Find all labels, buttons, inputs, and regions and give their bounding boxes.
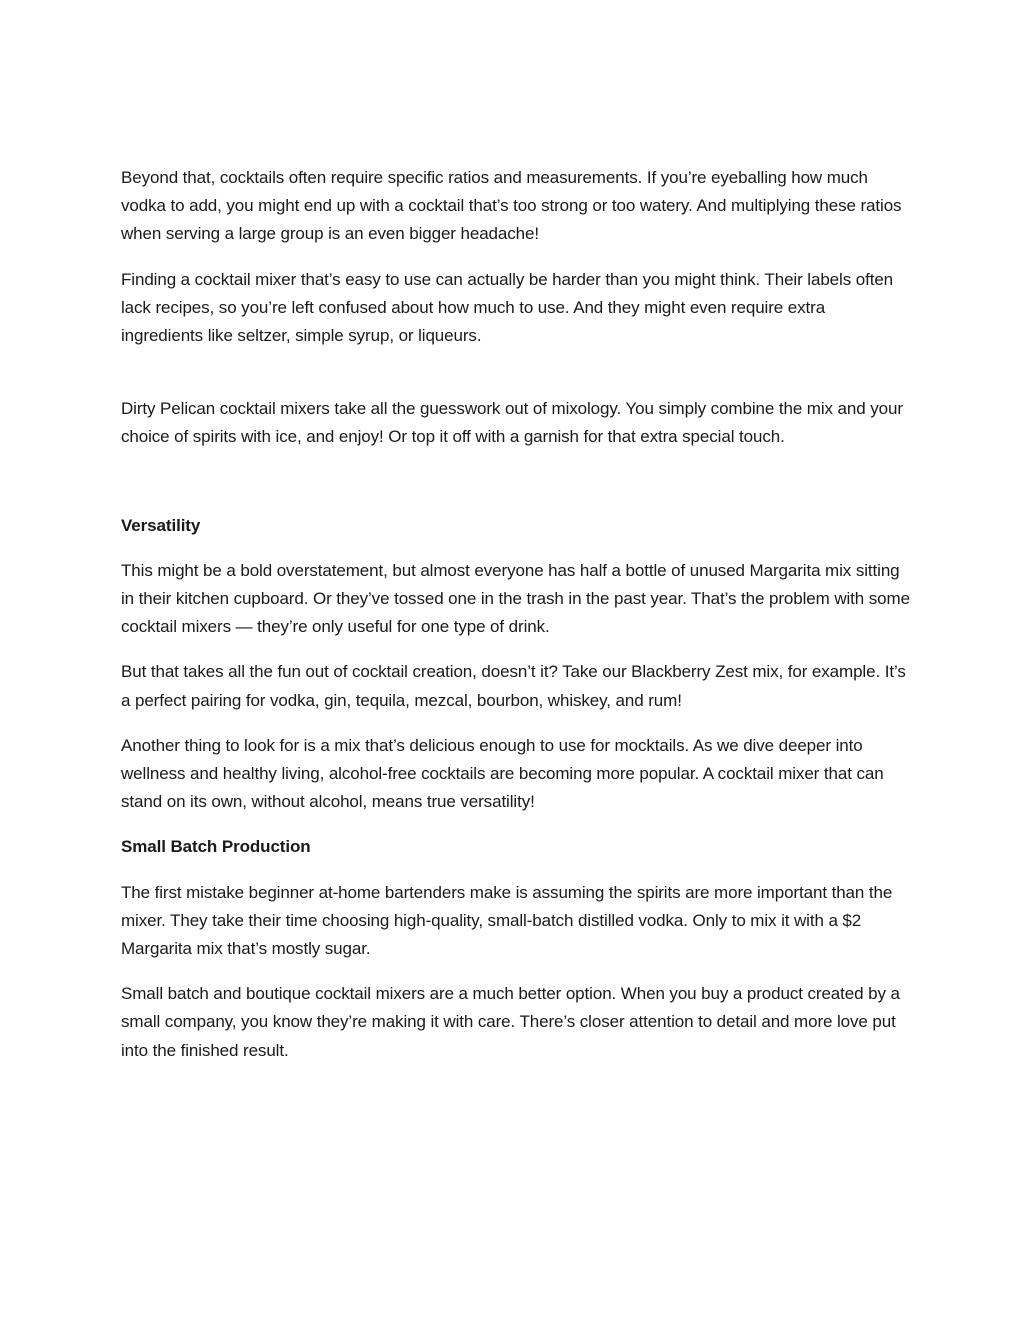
paragraph-bold-overstatement: This might be a bold overstatement, but almost everyone has half a bottle of unused Margarita mix sitting in their kitchen cupboard. Or they’ve tossed one in the trash in the past year. That’s the problem with some cocktail mixers — they’re only useful for one type of drink. — [121, 560, 910, 637]
paragraph-blackberry-zest: But that takes all the fun out of cocktail creation, doesn’t it? Take our Blackberry Zest mix, for example. It’s a perfect pairing for vodka, gin, tequila, mezcal, bourbon, whiskey, and rum! — [121, 662, 906, 710]
paragraph-mocktails: Another thing to look for is a mix that’s delicious enough to use for mocktails. As we dive deeper into wellness and healthy living, alcohol-free cocktails are becoming more popular. A cocktail mixer that can stand on its own, without alcohol, means true versatility! — [121, 735, 884, 812]
paragraph-easy-to-use: Finding a cocktail mixer that’s easy to use can actually be harder than you might think. Their labels often lack recipes, so you’re left confused about how much to use. And they might even require extra ingredients like seltzer, simple syrup, or liqueurs. — [121, 269, 894, 346]
heading-versatility: Versatility — [121, 515, 201, 535]
paragraph-dirty-pelican: Dirty Pelican cocktail mixers take all the guesswork out of mixology. You simply combine the mix and your choice of spirits with ice, and enjoy! Or top it off with a garnish for that extra special touch. — [121, 399, 903, 447]
paragraph-first-mistake: The first mistake beginner at-home bartenders make is assuming the spirits are more important than the mixer. They take their time choosing high-quality, small-batch distilled vodka. Only to mix it with a $2 Margarita mix that’s mostly sugar. — [121, 882, 893, 959]
paragraph-ratios: Beyond that, cocktails often require specific ratios and measurements. If you’re eyeballing how much vodka to add, you might end up with a cocktail that’s too strong or too watery. And multiplying these ratios when serving a large group is an even bigger headache! — [121, 168, 902, 244]
paragraph-boutique-mixers: Small batch and boutique cocktail mixers are a much better option. When you buy a product created by a small company, you know they’re making it with care. There’s closer attention to detail and more love put into the finished result. — [121, 984, 900, 1060]
heading-small-batch: Small Batch Production — [121, 837, 311, 857]
document-page — [121, 164, 911, 1082]
